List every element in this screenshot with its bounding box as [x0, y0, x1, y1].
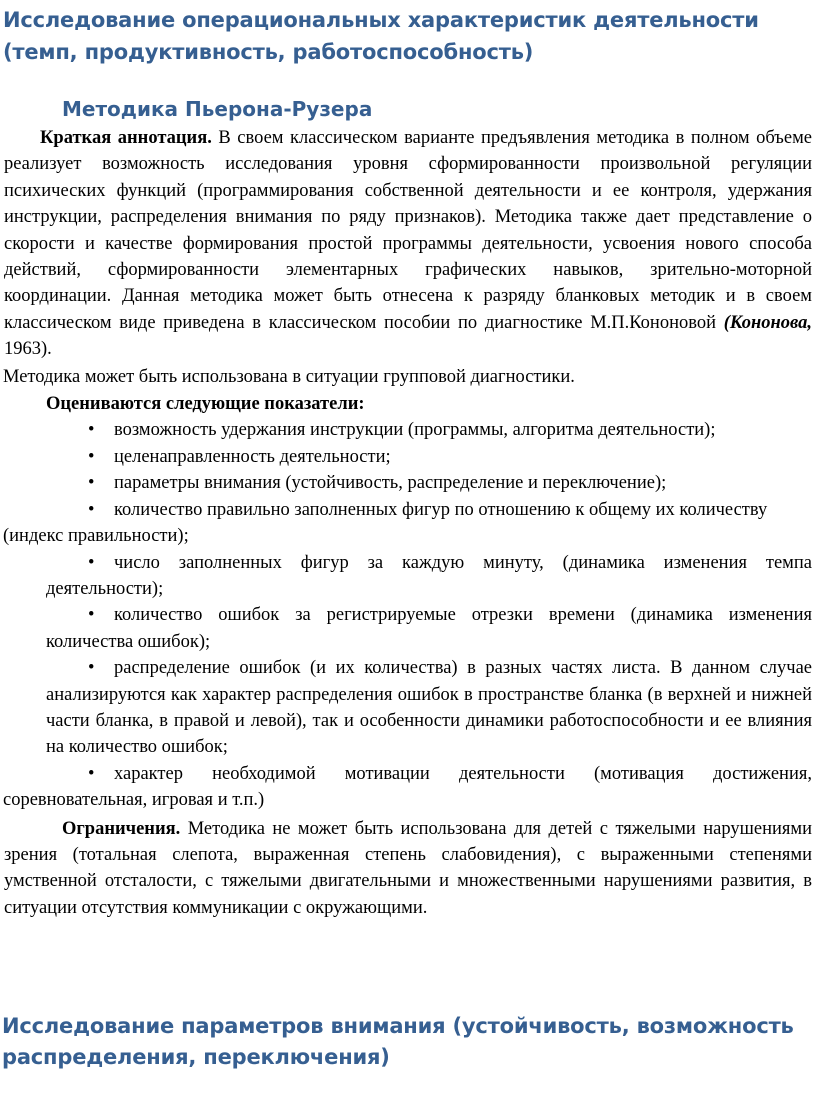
indicator-text: целенаправленность деятельности;	[114, 446, 391, 467]
annotation-paragraph	[0, 125, 816, 363]
indicators-heading: Оцениваются следующие показатели:	[46, 394, 365, 415]
annotation-text: В своем классическом варианте предъявления методика в полном объеме реализует возможность исследования уровня сформированности произвольной регуляции психических функций (программирования собственной деятельности и ее контроля, удержания инструкции, распределения внимания по ряду признаков). Методика также дает представление о скорости и качестве формирования простой программы деятельности, усвоения нового способа действий, сформированности элементарных графических навыков, зрительно-моторной координации. Данная методика может быть отнесена к разряду бланковых методик и в своем классическом виде приведена в классическом пособии по диагностике М.П.Кононовой	[4, 128, 812, 333]
bullet-icon: •	[88, 658, 95, 679]
indicator-continuation: (индекс правильности);	[3, 526, 189, 547]
indicators-heading-line	[0, 391, 816, 417]
main-heading: Исследование операциональных характеристик деятельности (темп, продуктивность, работоспособность)	[3, 8, 759, 64]
annotation-label: Краткая аннотация.	[40, 128, 212, 148]
bottom-heading: Исследование параметров внимания (устойчивость, возможность распределения, переключения)	[2, 1014, 794, 1069]
annotation-citation-author: (Кононова,	[723, 312, 813, 333]
bullet-icon: •	[88, 605, 95, 626]
indicator-item	[0, 655, 816, 761]
annotation-citation-year: 1963).	[4, 339, 52, 360]
method-heading: Методика Пьерона-Рузера	[62, 97, 373, 121]
indicator-text: параметры внимания (устойчивость, распределение и переключение);	[114, 473, 667, 494]
indicator-continuation: соревновательная, игровая и т.п.)	[3, 790, 265, 811]
bullet-icon: •	[88, 552, 95, 573]
bullet-icon: •	[88, 420, 95, 441]
indicator-item	[0, 470, 816, 496]
bullet-icon: •	[88, 499, 95, 520]
indicator-item	[0, 497, 816, 523]
document-body	[0, 125, 816, 921]
indicator-text: возможность удержания инструкции (программы, алгоритма деятельности);	[114, 420, 716, 441]
limitations-text: Методика не может быть использована для детей с тяжелыми нарушениями зрения (тотальная слепота, выраженная степень слабовидения), с выраженными степенями умственной отсталости, с тяжелыми двигательными и множественными нарушениями развития, в ситуации отсутствия коммуникации с окружающими.	[4, 818, 812, 918]
indicator-text: характер необходимой мотивации деятельности (мотивация достижения,	[114, 763, 812, 784]
indicator-item	[0, 417, 816, 443]
indicator-text: число заполненных фигур за каждую минуту, (динамика изменения темпа деятельности);	[46, 552, 812, 599]
bullet-icon: •	[88, 446, 95, 467]
indicator-text: количество ошибок за регистрируемые отрезки времени (динамика изменения количества ошибок);	[46, 605, 812, 652]
limitations-label: Ограничения.	[62, 818, 181, 839]
group-note: Методика может быть использована в ситуации групповой диагностики.	[3, 366, 575, 387]
limitations-paragraph	[0, 816, 816, 922]
indicator-text: распределение ошибок (и их количества) в разных частях листа. В данном случае анализируются как характер распределения ошибок в пространстве бланка (в верхней и нижней части бланка, в правой и левой), так и особенности динамики работоспособности и ее влияния на количество ошибок;	[46, 658, 812, 758]
indicator-item	[0, 761, 816, 787]
indicator-item	[0, 602, 816, 655]
bullet-icon: •	[88, 763, 95, 784]
bullet-icon: •	[88, 473, 95, 494]
indicator-text: количество правильно заполненных фигур по отношению к общему их количеству	[114, 499, 768, 520]
indicator-item	[0, 550, 816, 603]
indicator-item	[0, 444, 816, 470]
